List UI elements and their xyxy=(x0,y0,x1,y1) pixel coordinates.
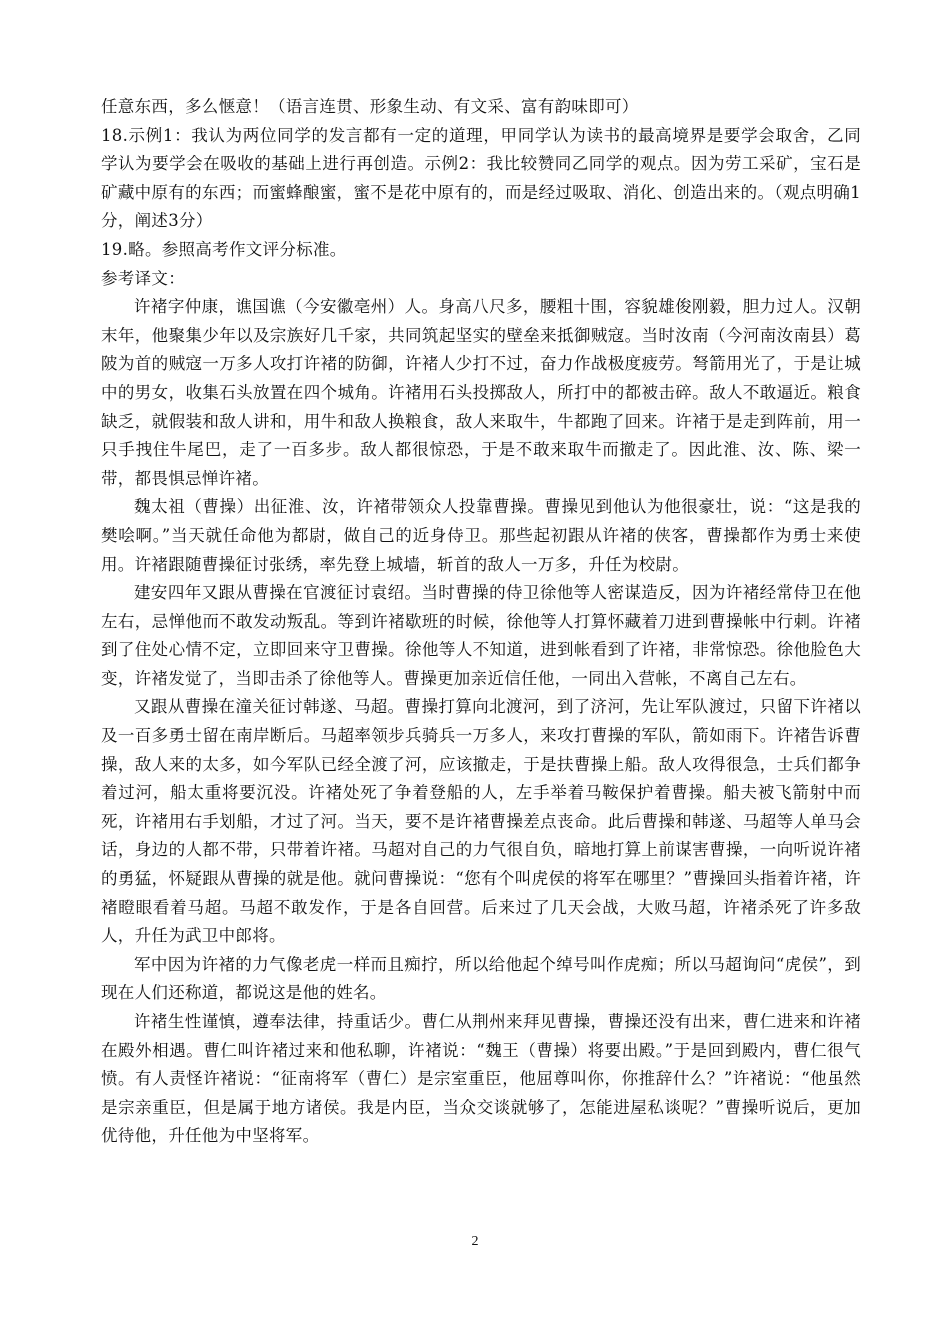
translation-paragraph-1: 许褚字仲康，谯国谯（今安徽亳州）人。身高八尺多，腰粗十围，容貌雄俊刚毅，胆力过人。汉朝末年，他聚集少年以及宗族好几千家，共同筑起坚实的壁垒来抵御贼寇。当时汝南（今河南汝南县）葛陂为首的贼寇一万多人攻打许褚的防御，许褚人少打不过，奋力作战极度疲劳。弩箭用光了，于是让城中的男女，收集石头放置在四个城角。许褚用石头投掷敌人，所打中的都被击碎。敌人不敢逼近。粮食缺乏，就假装和敌人讲和，用牛和敌人换粮食，敌人来取牛，牛都跑了回来。许褚于是走到阵前，用一只手拽住牛尾巴，走了一百多步。敌人都很惊恐，于是不敢来取牛而撤走了。因此淮、汝、陈、梁一带，都畏惧忌惮许褚。 xyxy=(101,297,861,488)
page-content xyxy=(101,93,861,1151)
translation-paragraph-2: 魏太祖（曹操）出征淮、汝，许褚带领众人投靠曹操。曹操见到他认为他很豪壮，说：“这是我的樊哙啊。”当天就任命他为都尉，做自己的近身侍卫。那些起初跟从许褚的侠客，曹操都作为勇士来使用。许褚跟随曹操征讨张绣，率先登上城墙，斩首的敌人一万多，升任为校尉。 xyxy=(101,497,861,574)
translation-paragraph-3: 建安四年又跟从曹操在官渡征讨袁绍。当时曹操的侍卫徐他等人密谋造反，因为许褚经常侍卫在他左右，忌惮他而不敢发动叛乱。等到许褚歇班的时候，徐他等人打算怀藏着刀进到曹操帐中行刺。许褚到了住处心情不定，立即回来守卫曹操。徐他等人不知道，进到帐看到了许褚，非常惊恐。徐他脸色大变，许褚发觉了，当即击杀了徐他等人。曹操更加亲近信任他，一同出入营帐，不离自己左右。 xyxy=(101,583,861,688)
translation-heading: 参考译文： xyxy=(101,268,185,288)
translation-paragraph-5: 军中因为许褚的力气像老虎一样而且痴拧，所以给他起个绰号叫作虎痴；所以马超询问“虎侯”，到现在人们还称道，都说这是他的姓名。 xyxy=(101,954,861,1003)
translation-paragraph-4: 又跟从曹操在潼关征讨韩遂、马超。曹操打算向北渡河，到了济河，先让军队渡过，只留下许褚以及一百多勇士留在南岸断后。马超率领步兵骑兵一万多人，来攻打曹操的军队，箭如雨下。许褚告诉曹操，敌人来的太多，如今军队已经全渡了河，应该撤走，于是扶曹操上船。敌人攻得很急，士兵们都争着过河，船太重将要沉没。许褚处死了争着登船的人，左手举着马鞍保护着曹操。船夫被飞箭射中而死，许褚用右手划船，才过了河。当天，要不是许褚曹操差点丧命。此后曹操和韩遂、马超等人单马会话，身边的人都不带，只带着许褚。马超对自己的力气很自负，暗地打算上前谋害曹操，一向听说许褚的勇猛，怀疑跟从曹操的就是他。就问曹操说：“您有个叫虎侯的将军在哪里？”曹操回头指着许褚，许褚瞪眼看着马超。马超不敢发作，于是各自回营。后来过了几天会战，大败马超，许褚杀死了许多敌人，升任为武卫中郎将。 xyxy=(101,697,861,946)
translation-paragraph-6: 许褚生性谨慎，遵奉法律，持重话少。曹仁从荆州来拜见曹操，曹操还没有出来，曹仁进来和许褚在殿外相遇。曹仁叫许褚过来和他私聊，许褚说：“魏王（曹操）将要出殿。”于是回到殿内，曹仁很气愤。有人责怪许褚说：“征南将军（曹仁）是宗室重臣，他屈尊叫你，你推辞什么？”许褚说：“他虽然是宗亲重臣，但是属于地方诸侯。我是内臣，当众交谈就够了，怎能进屋私谈呢？”曹操听说后，更加优待他，升任他为中坚将军。 xyxy=(101,1012,861,1146)
answer-19: 19.略。参照高考作文评分标准。 xyxy=(101,239,347,259)
answer-18: 18.示例1：我认为两位同学的发言都有一定的道理，甲同学认为读书的最高境界是要学会取舍，乙同学认为要学会在吸收的基础上进行再创造。示例2：我比较赞同乙同学的观点。因为劳工采矿，宝石是矿藏中原有的东西；而蜜蜂酿蜜，蜜不是花中原有的，而是经过吸取、消化、创造出来的。（观点明确1分，阐述3分） xyxy=(101,125,861,231)
answer-line-continuation: 任意东西，多么惬意！（语言连贯、形象生动、有文采、富有韵味即可） xyxy=(101,97,639,116)
page-number: 2 xyxy=(471,1234,479,1249)
